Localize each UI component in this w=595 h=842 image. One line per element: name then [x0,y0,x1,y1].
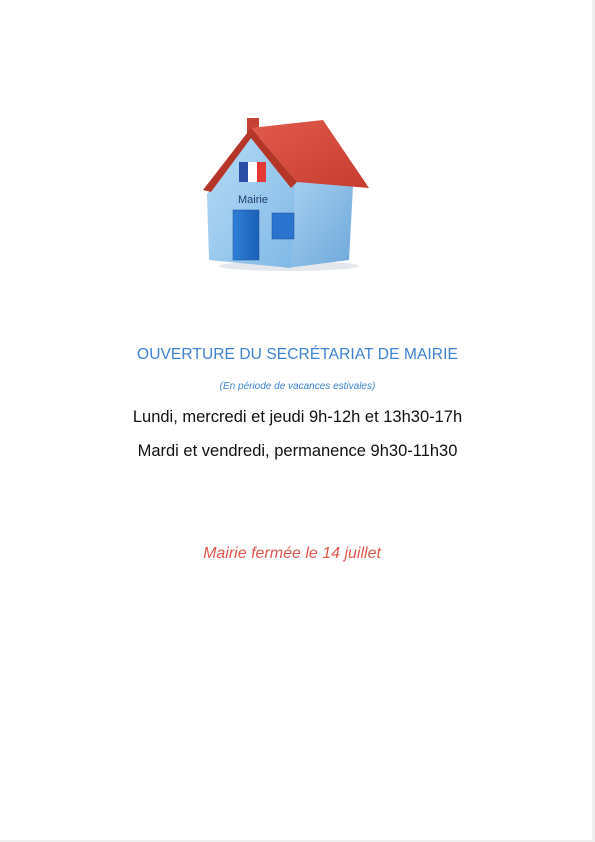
notice-title: OUVERTURE DU SECRÉTARIAT DE MAIRIE [137,346,458,363]
notice-subtitle: (En période de vacances estivales) [219,381,376,392]
hours-line: Mardi et vendredi, permanence 9h30-11h30 [137,442,458,460]
town-hall-house-icon [203,112,371,272]
house-sign-text: Mairie [238,194,268,206]
french-flag-icon [239,162,266,182]
hours-line: Lundi, mercredi et jeudi 9h-12h et 13h30-17h [132,408,463,426]
closure-notice: Mairie fermée le 14 juillet [203,545,381,562]
